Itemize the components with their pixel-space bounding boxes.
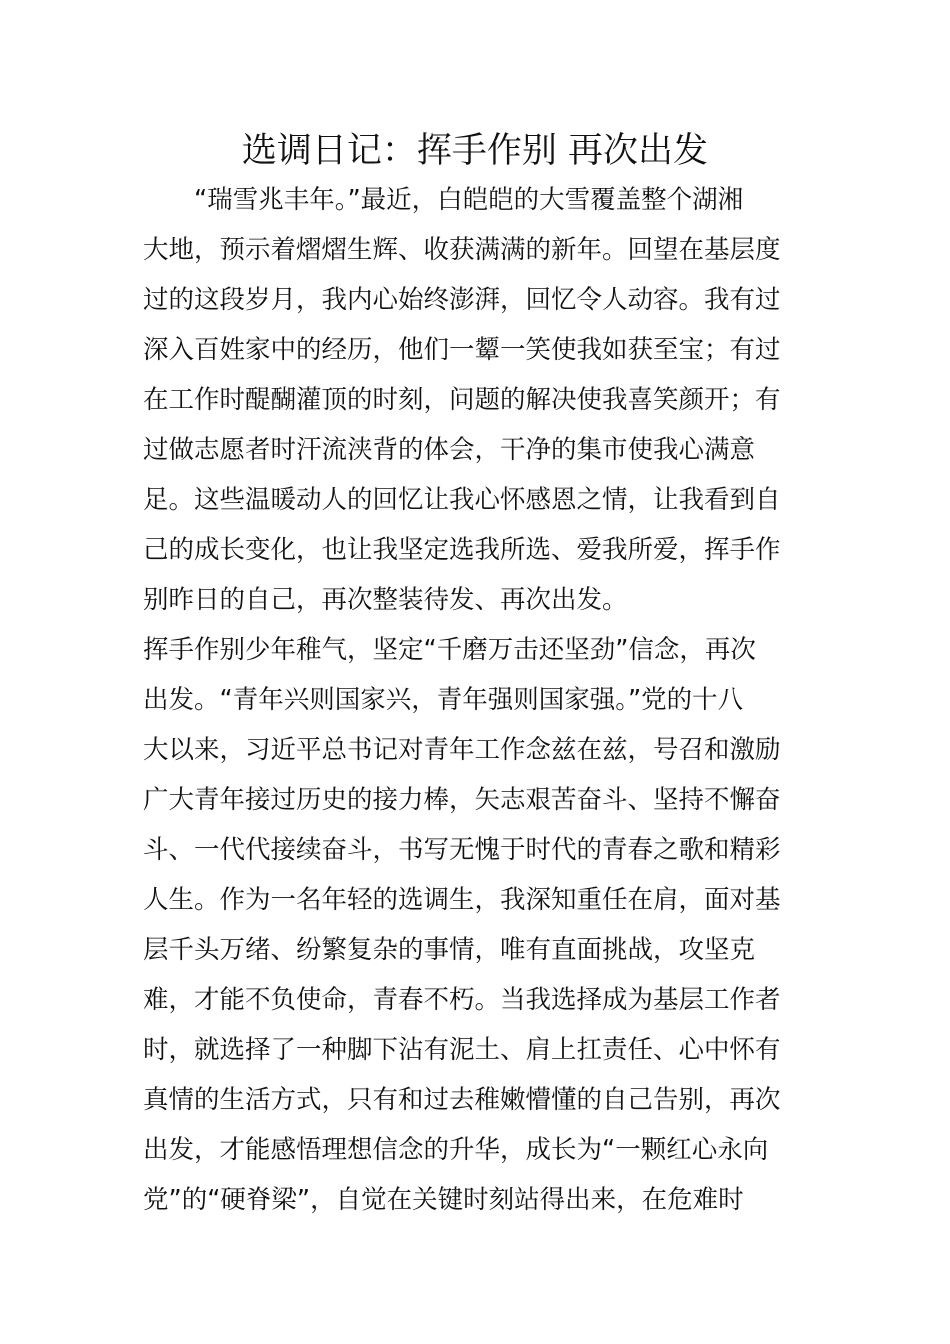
text-line: 时，就选择了一种脚下沾有泥土、肩上扛责任、心中怀有 <box>143 1035 781 1065</box>
text-line: “瑞雪兆丰年。”最近，白皑皑的大雪覆盖整个湖湘 <box>143 185 744 215</box>
text-line: 在工作时醍醐灌顶的时刻，问题的解决使我喜笑颜开；有 <box>143 385 781 415</box>
text-line: 过的这段岁月，我内心始终澎湃，回忆令人动容。我有过 <box>143 285 781 315</box>
text-line: 大以来，习近平总书记对青年工作念兹在兹，号召和激励 <box>143 735 781 765</box>
text-line: 别昨日的自己，再次整装待发、再次出发。 <box>143 585 628 615</box>
document-title: 选调日记：挥手作别 再次出发 <box>241 131 709 171</box>
text-line: 出发。“青年兴则国家兴，青年强则国家强。”党的十八 <box>143 685 744 715</box>
text-line: 层千头万绪、纷繁复杂的事情，唯有直面挑战，攻坚克 <box>143 935 756 965</box>
text-line: 真情的生活方式，只有和过去稚嫩懵懂的自己告别，再次 <box>143 1085 781 1115</box>
text-line: 己的成长变化，也让我坚定选我所选、爱我所爱，挥手作 <box>143 535 781 565</box>
text-line: 党”的“硬脊梁”，自觉在关键时刻站得出来，在危难时 <box>143 1185 744 1215</box>
text-line: 出发，才能感悟理想信念的升华，成长为“一颗红心永向 <box>143 1135 769 1165</box>
text-line: 难，才能不负使命，青春不朽。当我选择成为基层工作者 <box>143 985 781 1015</box>
text-line: 过做志愿者时汗流浃背的体会，干净的集市使我心满意 <box>143 435 756 465</box>
text-line: 挥手作别少年稚气，坚定“千磨万击还坚劲”信念，再次 <box>143 635 756 665</box>
text-line: 广大青年接过历史的接力棒，矢志艰苦奋斗、坚持不懈奋 <box>143 785 781 815</box>
text-line: 斗、一代代接续奋斗，书写无愧于时代的青春之歌和精彩 <box>143 835 781 865</box>
text-line: 人生。作为一名年轻的选调生，我深知重任在肩，面对基 <box>143 885 781 915</box>
text-line: 大地，预示着熠熠生辉、收获满满的新年。回望在基层度 <box>143 235 781 265</box>
text-line: 深入百姓家中的经历，他们一颦一笑使我如获至宝；有过 <box>143 335 781 365</box>
text-line: 足。这些温暖动人的回忆让我心怀感恩之情，让我看到自 <box>143 485 781 515</box>
document-body <box>143 175 808 1225</box>
